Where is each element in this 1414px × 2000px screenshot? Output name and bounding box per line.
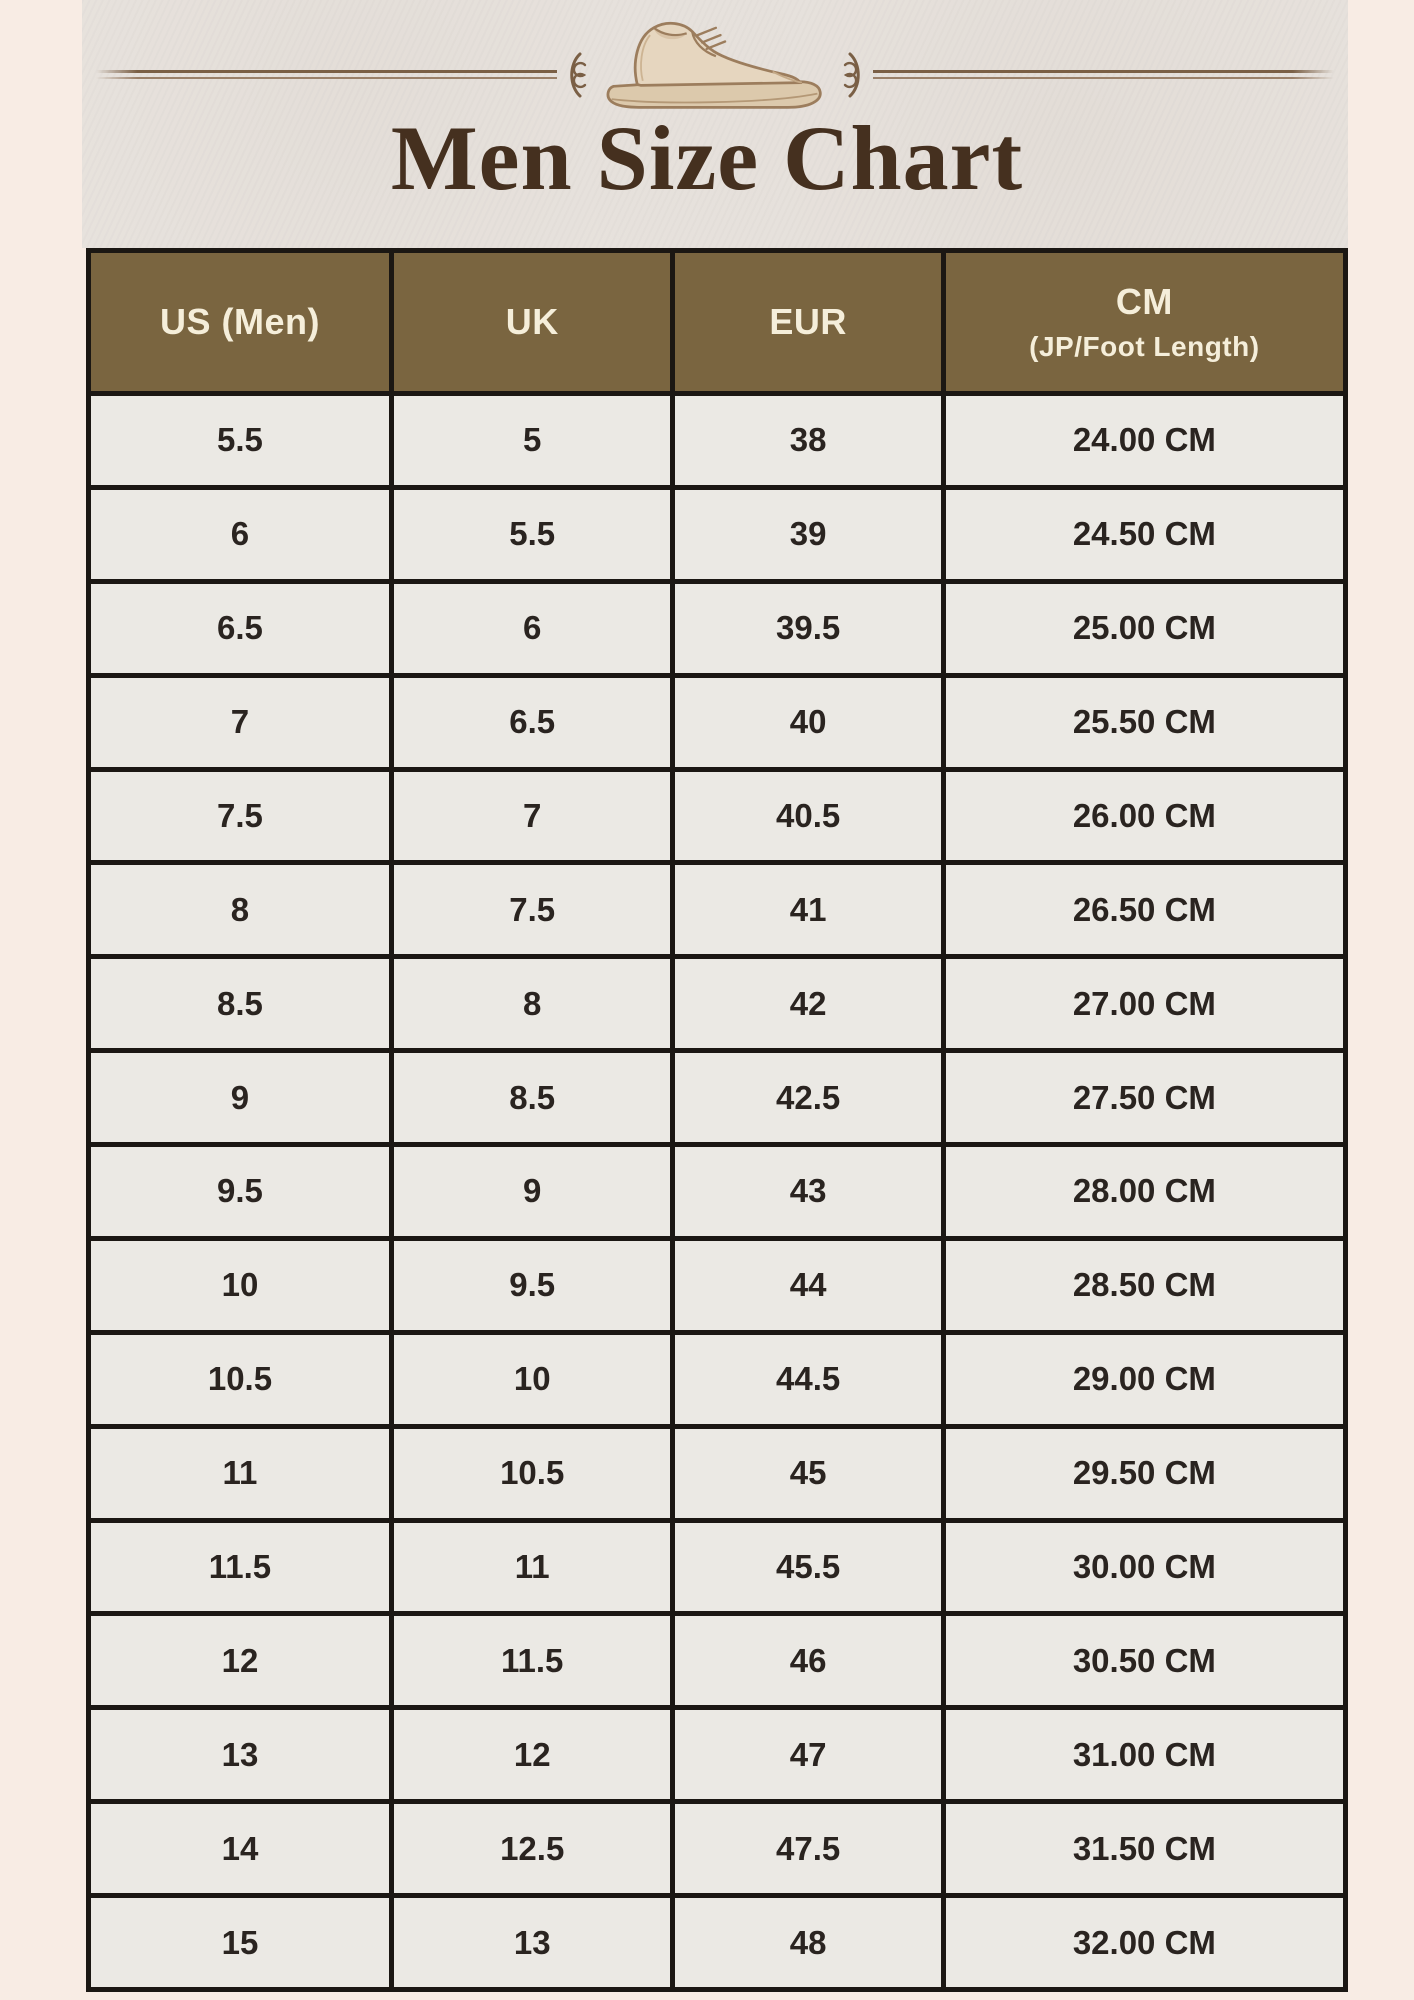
cell-eur: 46 [673, 1614, 943, 1708]
cell-us: 7.5 [89, 769, 392, 863]
table-body [89, 394, 1346, 1990]
col-header-eur-label: EUR [769, 301, 847, 342]
cell-eur: 43 [673, 1145, 943, 1239]
cell-uk: 8.5 [391, 1051, 673, 1145]
cell-cm: 27.00 CM [943, 957, 1345, 1051]
cell-us: 8.5 [89, 957, 392, 1051]
cell-uk: 11.5 [391, 1614, 673, 1708]
cell-us: 10 [89, 1238, 392, 1332]
cell-cm: 32.00 CM [943, 1896, 1345, 1990]
table-row [89, 394, 1346, 488]
table-row [89, 1238, 1346, 1332]
cell-eur: 47 [673, 1708, 943, 1802]
col-header-cm-sublabel: (JP/Foot Length) [1029, 331, 1260, 362]
cell-us: 13 [89, 1708, 392, 1802]
col-header-uk-label: UK [505, 301, 559, 342]
cell-eur: 48 [673, 1896, 943, 1990]
cell-cm: 28.00 CM [943, 1145, 1345, 1239]
cell-uk: 5 [391, 394, 673, 488]
cell-cm: 24.50 CM [943, 487, 1345, 581]
cell-us: 11.5 [89, 1520, 392, 1614]
cell-cm: 26.50 CM [943, 863, 1345, 957]
table-row [89, 1802, 1346, 1896]
cell-eur: 38 [673, 394, 943, 488]
cell-uk: 13 [391, 1896, 673, 1990]
cell-uk: 6.5 [391, 675, 673, 769]
col-header-us-label: US (Men) [159, 301, 320, 342]
table-row [89, 675, 1346, 769]
dress-shoe-icon [599, 15, 831, 111]
col-header-us [89, 251, 392, 394]
cell-uk: 7.5 [391, 863, 673, 957]
cell-uk: 5.5 [391, 487, 673, 581]
table-row [89, 487, 1346, 581]
cell-cm: 25.50 CM [943, 675, 1345, 769]
cell-cm: 31.50 CM [943, 1802, 1345, 1896]
table-row [89, 1708, 1346, 1802]
cell-us: 14 [89, 1802, 392, 1896]
cell-uk: 10.5 [391, 1426, 673, 1520]
col-header-eur [673, 251, 943, 394]
table-row [89, 769, 1346, 863]
divider-line-right [873, 70, 1334, 80]
divider-line-left-echo [96, 77, 557, 79]
bracket-ornament-left-icon [562, 51, 588, 99]
table-row [89, 1426, 1346, 1520]
cell-cm: 29.00 CM [943, 1332, 1345, 1426]
table-row [89, 1896, 1346, 1990]
cell-us: 7 [89, 675, 392, 769]
cell-eur: 45 [673, 1426, 943, 1520]
cell-us: 5.5 [89, 394, 392, 488]
cell-eur: 39.5 [673, 581, 943, 675]
cell-uk: 9.5 [391, 1238, 673, 1332]
cell-eur: 40 [673, 675, 943, 769]
table-row [89, 863, 1346, 957]
cell-eur: 39 [673, 487, 943, 581]
table-row [89, 1332, 1346, 1426]
cell-cm: 29.50 CM [943, 1426, 1345, 1520]
cell-us: 9 [89, 1051, 392, 1145]
cell-us: 6.5 [89, 581, 392, 675]
divider-line-left [96, 70, 557, 80]
page-title: Men Size Chart [390, 107, 1024, 209]
cell-uk: 11 [391, 1520, 673, 1614]
table-row [89, 581, 1346, 675]
table-row [89, 1520, 1346, 1614]
cell-cm: 28.50 CM [943, 1238, 1345, 1332]
cell-us: 8 [89, 863, 392, 957]
cell-us: 10.5 [89, 1332, 392, 1426]
cell-cm: 27.50 CM [943, 1051, 1345, 1145]
cell-eur: 41 [673, 863, 943, 957]
cell-us: 12 [89, 1614, 392, 1708]
cell-uk: 9 [391, 1145, 673, 1239]
cell-us: 6 [89, 487, 392, 581]
size-conversion-table [86, 248, 1348, 1992]
cell-uk: 6 [391, 581, 673, 675]
table-row [89, 1051, 1346, 1145]
table-row [89, 1145, 1346, 1239]
size-table [86, 248, 1348, 1992]
col-header-cm [943, 251, 1345, 394]
cell-eur: 44.5 [673, 1332, 943, 1426]
cell-cm: 31.00 CM [943, 1708, 1345, 1802]
cell-eur: 40.5 [673, 769, 943, 863]
cell-uk: 10 [391, 1332, 673, 1426]
cell-uk: 8 [391, 957, 673, 1051]
cell-cm: 30.50 CM [943, 1614, 1345, 1708]
cell-us: 15 [89, 1896, 392, 1990]
bracket-ornament-right-icon [842, 51, 868, 99]
divider-line-right-main [873, 70, 1334, 73]
cell-eur: 42 [673, 957, 943, 1051]
cell-cm: 25.00 CM [943, 581, 1345, 675]
cell-cm: 26.00 CM [943, 769, 1345, 863]
cell-uk: 12 [391, 1708, 673, 1802]
col-header-uk [391, 251, 673, 394]
cell-cm: 24.00 CM [943, 394, 1345, 488]
header-row [89, 251, 1346, 394]
cell-eur: 45.5 [673, 1520, 943, 1614]
table-row [89, 1614, 1346, 1708]
cell-uk: 7 [391, 769, 673, 863]
cell-eur: 42.5 [673, 1051, 943, 1145]
cell-eur: 47.5 [673, 1802, 943, 1896]
cell-us: 9.5 [89, 1145, 392, 1239]
table-row [89, 957, 1346, 1051]
cell-cm: 30.00 CM [943, 1520, 1345, 1614]
cell-uk: 12.5 [391, 1802, 673, 1896]
divider-line-right-echo [873, 77, 1334, 79]
col-header-cm-label: CM [1115, 281, 1173, 322]
divider-line-left-main [96, 70, 557, 73]
cell-eur: 44 [673, 1238, 943, 1332]
cell-us: 11 [89, 1426, 392, 1520]
